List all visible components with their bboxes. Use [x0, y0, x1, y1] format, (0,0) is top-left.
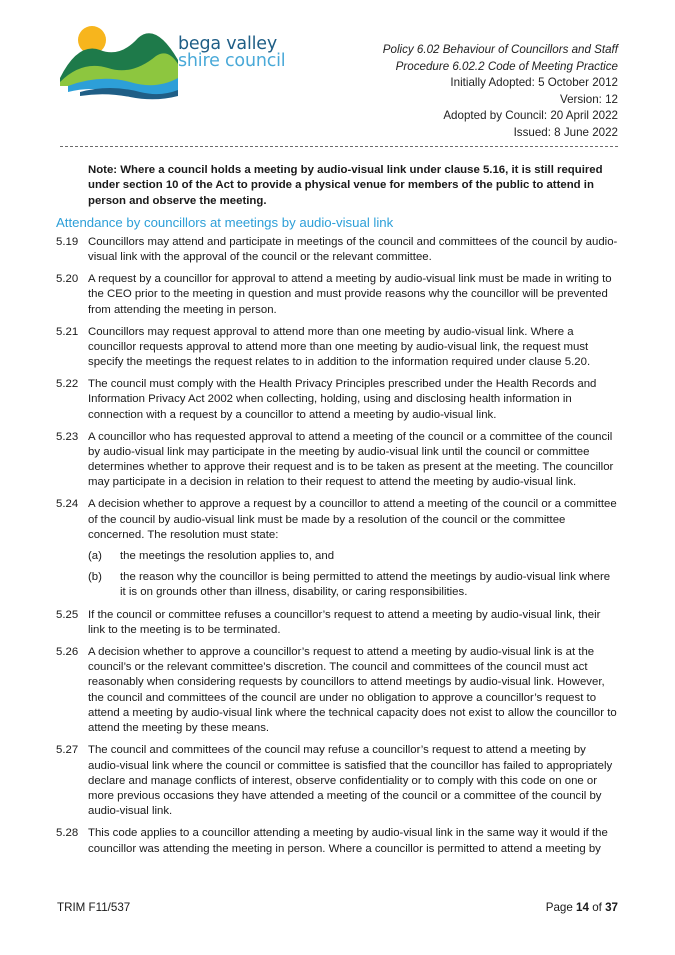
page-number: [546, 901, 618, 914]
current-page: 14: [576, 901, 589, 914]
trim-reference: TRIM F11/537: [57, 901, 131, 914]
logo-graphic-icon: [60, 20, 180, 100]
clause-text: The council must comply with the Health Privacy Principles prescribed under the Health Records and Information Privacy Act 2002 when collecting, holding, using and disclosing health information in connection with a request by a councillor to attend a meeting by audio-visual link.: [88, 378, 597, 421]
clause-5-23: [56, 430, 618, 491]
section-heading: Attendance by councillors at meetings by audio-visual link: [56, 214, 394, 230]
clause-text: If the council or committee refuses a councillor’s request to attend a meeting by audio-visual link, their link to the meeting is to be terminated.: [88, 608, 601, 636]
version: Version: 12: [559, 92, 618, 106]
clause-5-28: [56, 826, 618, 857]
clause-number: 5.23: [56, 430, 79, 443]
clause-5-22: [56, 377, 618, 423]
subclause-label: (b): [88, 570, 102, 583]
policy-title: Policy 6.02 Behaviour of Councillors and Staff: [382, 43, 618, 56]
clause-number: 5.27: [56, 744, 79, 757]
note-paragraph: Note: Where a council holds a meeting by audio-visual link under clause 5.16, it is still required under section 10 of the Act to provide a physical venue for members of the public to attend in person and observe the meeting.: [88, 164, 603, 207]
subclause-label: (a): [88, 549, 102, 562]
header-divider: [60, 146, 618, 147]
page-of: of: [592, 901, 602, 914]
clause-number: 5.19: [56, 235, 79, 248]
procedure-title: Procedure 6.02.2 Code of Meeting Practice: [395, 59, 618, 73]
subclause-a: [88, 549, 618, 564]
clause-text: Councillors may request approval to attend more than one meeting by audio-visual link. Where a councillor requests approval to attend more than one meeting by audio-visual link, the request must specify the meetings the request relates to in addition to the information required under clause 5.20.: [88, 325, 591, 369]
logo-name-line2: shire council: [178, 51, 286, 71]
logo-name-line1: bega valley: [178, 34, 277, 54]
clause-number: 5.20: [56, 273, 79, 286]
document-body: [56, 163, 618, 864]
subclause-text: the reason why the councillor is being permitted to attend the meetings by audio-visual link where it is on grounds other than illness, disability, or caring responsibilities.: [120, 570, 611, 598]
initially-adopted: Initially Adopted: 5 October 2012: [450, 76, 618, 89]
clause-number: 5.21: [56, 325, 79, 338]
clause-number: 5.28: [56, 827, 79, 840]
subclause-text: the meetings the resolution applies to, and: [120, 549, 335, 562]
clause-text: The council and committees of the council may refuse a councillor’s request to attend a meeting by audio-visual link where the council or committee is satisfied that the councillor has failed to appropriately declare and manage conflicts of interest, observe confidentiality or to comply with this code on one or more previous occasions they have attended a meeting of the council or a committee of the council by audio-visual link.: [88, 744, 613, 818]
clause-number: 5.26: [56, 645, 79, 658]
clause-number: 5.22: [56, 378, 79, 391]
document-header: [383, 42, 618, 141]
council-logo: [60, 20, 290, 100]
clause-5-27: [56, 743, 618, 819]
clause-5-25: [56, 608, 618, 639]
clause-text: A councillor who has requested approval to attend a meeting of the council or a committee of the council by audio-visual link may participate in the meeting by audio-visual link until the council or committee determines whether to approve their request and is to be taken as present at the meeting. The councillor may participate in a decision in relation to their request to attend the meeting by audio-visual link.: [88, 430, 614, 489]
clause-5-21: [56, 325, 618, 371]
issued-date: Issued: 8 June 2022: [513, 125, 618, 139]
clause-5-24: [56, 497, 618, 601]
clause-text: This code applies to a councillor attending a meeting by audio-visual link in the same way it would if the councillor was attending the meeting in person. Where a councillor is permitted to attend a meeting by: [88, 827, 608, 855]
subclause-b: [88, 570, 618, 601]
clause-5-20: [56, 272, 618, 318]
clause-number: 5.25: [56, 608, 79, 621]
clause-5-26: [56, 645, 618, 737]
clause-text: A decision whether to approve a councillor’s request to attend a meeting by audio-visual link is at the council’s or the relevant committee’s discretion. The council and committees of the council must act reasonably when considering requests by councillors to attend meetings by audio-visual link. However, the council and committees of the council are under no obligation to approve a councillor’s request to attend a meeting by audio-visual link where the technical capacity does not exist to allow the councillor to attend the meeting by these means.: [88, 645, 617, 735]
clause-text: Councillors may attend and participate in meetings of the council and committees of the council by audio-visual link with the approval of the council or the relevant committee.: [88, 235, 618, 264]
adopted-by-council: Adopted by Council: 20 April 2022: [443, 109, 618, 122]
clause-number: 5.24: [56, 498, 79, 511]
page-prefix: Page: [545, 901, 573, 914]
clause-5-19: [56, 235, 618, 266]
clause-text: A request by a councillor for approval to attend a meeting by audio-visual link must be made in writing to the CEO prior to the meeting in question and must provide reasons why the councillor will be prevented from attending the meeting in person.: [88, 273, 612, 316]
clause-text: A decision whether to approve a request by a councillor to attend a meeting of the council or a committee of the council by audio-visual link must be made by a resolution of the council or the committee concerned. The resolution must state:: [88, 498, 617, 541]
total-pages: 37: [605, 901, 618, 914]
